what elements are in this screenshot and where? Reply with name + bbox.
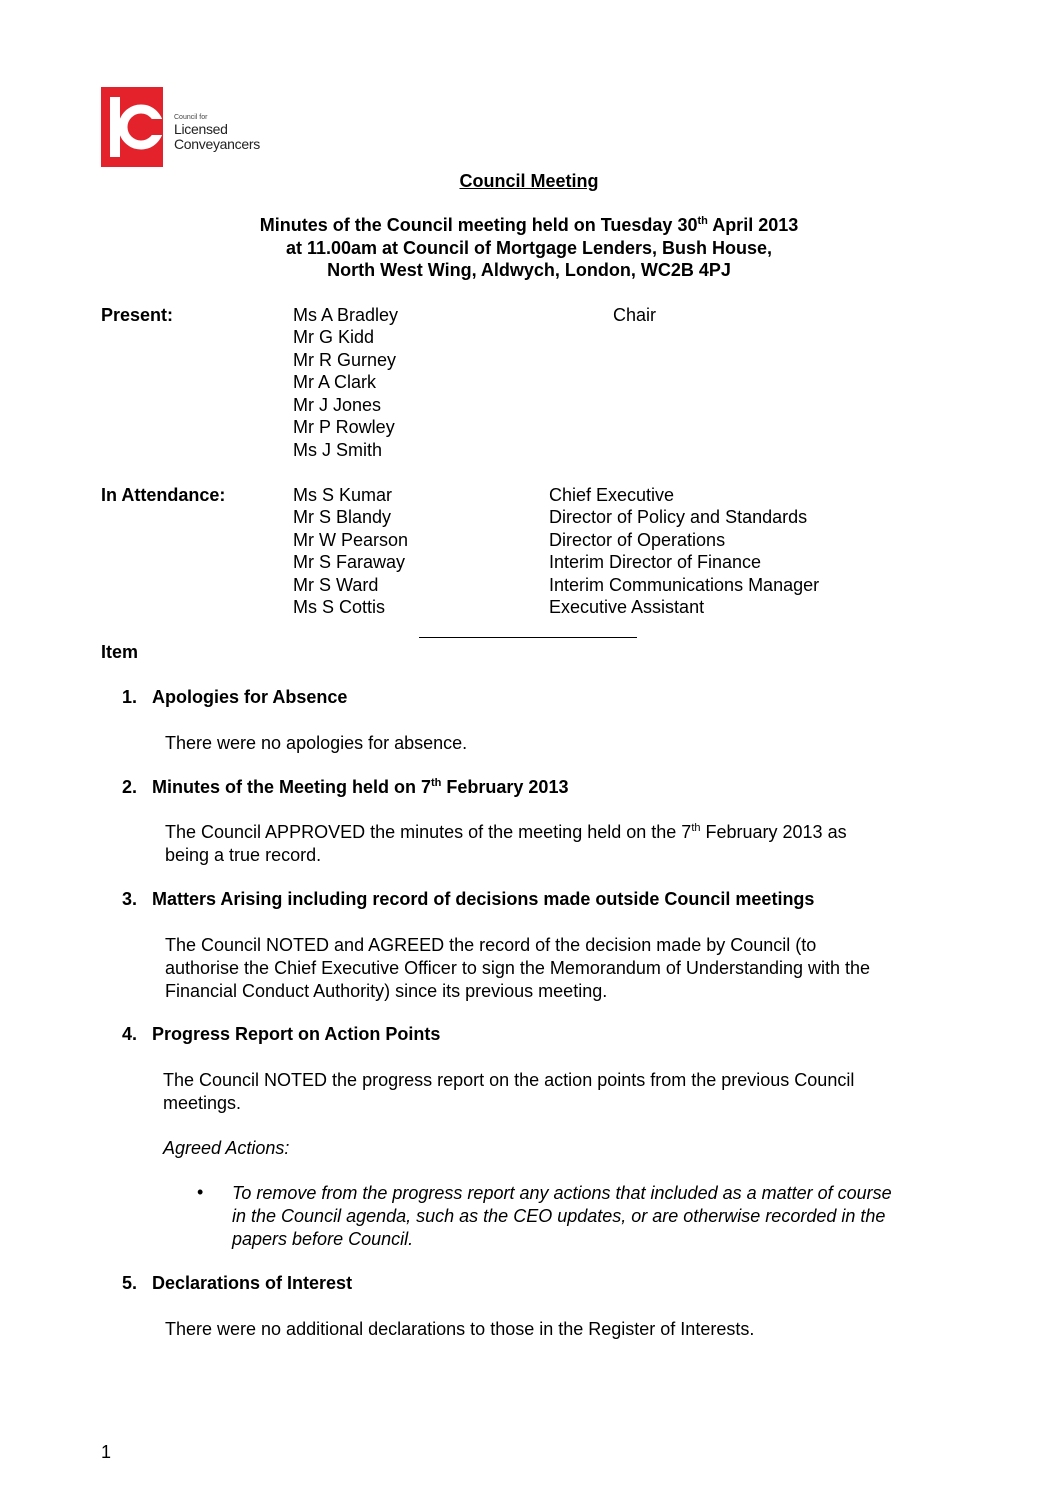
item-heading: 1. Apologies for Absence [122, 687, 348, 707]
subtitle-line-2: at 11.00am at Council of Mortgage Lenders, Bush House, [285, 238, 773, 258]
action-text: papers before Council. [232, 1229, 414, 1249]
logo-text-line2: Conveyancers [174, 136, 260, 152]
item-heading: 2. Minutes of the Meeting held on 7th February 2013 [122, 777, 569, 797]
present-member: Mr G Kidd [293, 327, 375, 347]
item-text: being a true record. [165, 845, 322, 865]
item-text: Financial Conduct Authority) since its previous meeting. [165, 981, 608, 1001]
section-divider [419, 637, 637, 638]
present-member: Mr A Clark [293, 372, 377, 392]
attendee-name: Ms S Kumar [293, 485, 393, 505]
subtitle-line-1: Minutes of the Council meeting held on Tuesday 30th April 2013 [259, 215, 799, 235]
item-text: There were no apologies for absence. [165, 733, 468, 753]
item-label: Item [101, 642, 139, 662]
action-text: To remove from the progress report any actions that included as a matter of course [232, 1183, 892, 1203]
present-label: Present: [101, 305, 174, 325]
chair-label: Chair [613, 305, 657, 325]
agreed-actions-label: Agreed Actions: [163, 1138, 290, 1158]
present-member: Mr J Jones [293, 395, 382, 415]
item-text: The Council APPROVED the minutes of the meeting held on the 7th February 2013 as [165, 822, 847, 842]
attendee-role: Chief Executive [549, 485, 675, 505]
document-title: Council Meeting [459, 171, 599, 191]
item-text: There were no additional declarations to those in the Register of Interests. [165, 1319, 755, 1339]
attendee-role: Director of Operations [549, 530, 726, 550]
item-heading: 4. Progress Report on Action Points [122, 1024, 441, 1044]
attendance-label: In Attendance: [101, 485, 226, 505]
item-heading: 5. Declarations of Interest [122, 1273, 353, 1293]
attendee-role: Interim Communications Manager [549, 575, 820, 595]
item-text: The Council NOTED the progress report on the action points from the previous Council [163, 1070, 855, 1090]
attendee-role: Interim Director of Finance [549, 552, 762, 572]
item-text: authorise the Chief Executive Officer to sign the Memorandum of Understanding with the [165, 958, 871, 978]
attendee-role: Executive Assistant [549, 597, 705, 617]
item-heading: 3. Matters Arising including record of decisions made outside Council meetings [122, 889, 815, 909]
attendee-name: Ms S Cottis [293, 597, 386, 617]
attendee-role: Director of Policy and Standards [549, 507, 808, 527]
attendee-name: Mr S Blandy [293, 507, 392, 527]
item-text: meetings. [163, 1093, 242, 1113]
attendee-name: Mr S Ward [293, 575, 379, 595]
subtitle-line-3: North West Wing, Aldwych, London, WC2B 4PJ [327, 260, 731, 280]
present-member: Ms J Smith [293, 440, 383, 460]
logo-small-text: Council for [174, 114, 208, 121]
attendee-name: Mr S Faraway [293, 552, 406, 572]
present-member: Mr R Gurney [293, 350, 397, 370]
attendee-name: Mr W Pearson [293, 530, 409, 550]
item-text: The Council NOTED and AGREED the record of the decision made by Council (to [165, 935, 817, 955]
action-text: in the Council agenda, such as the CEO updates, or are otherwise recorded in the [232, 1206, 886, 1226]
logo-text-line1: Licensed [174, 121, 228, 137]
bullet-point: • [197, 1182, 204, 1202]
present-member: Ms A Bradley [293, 305, 399, 325]
present-member: Mr P Rowley [293, 417, 395, 437]
council-logo-mark-icon [101, 87, 163, 167]
page-number: 1 [101, 1442, 112, 1462]
